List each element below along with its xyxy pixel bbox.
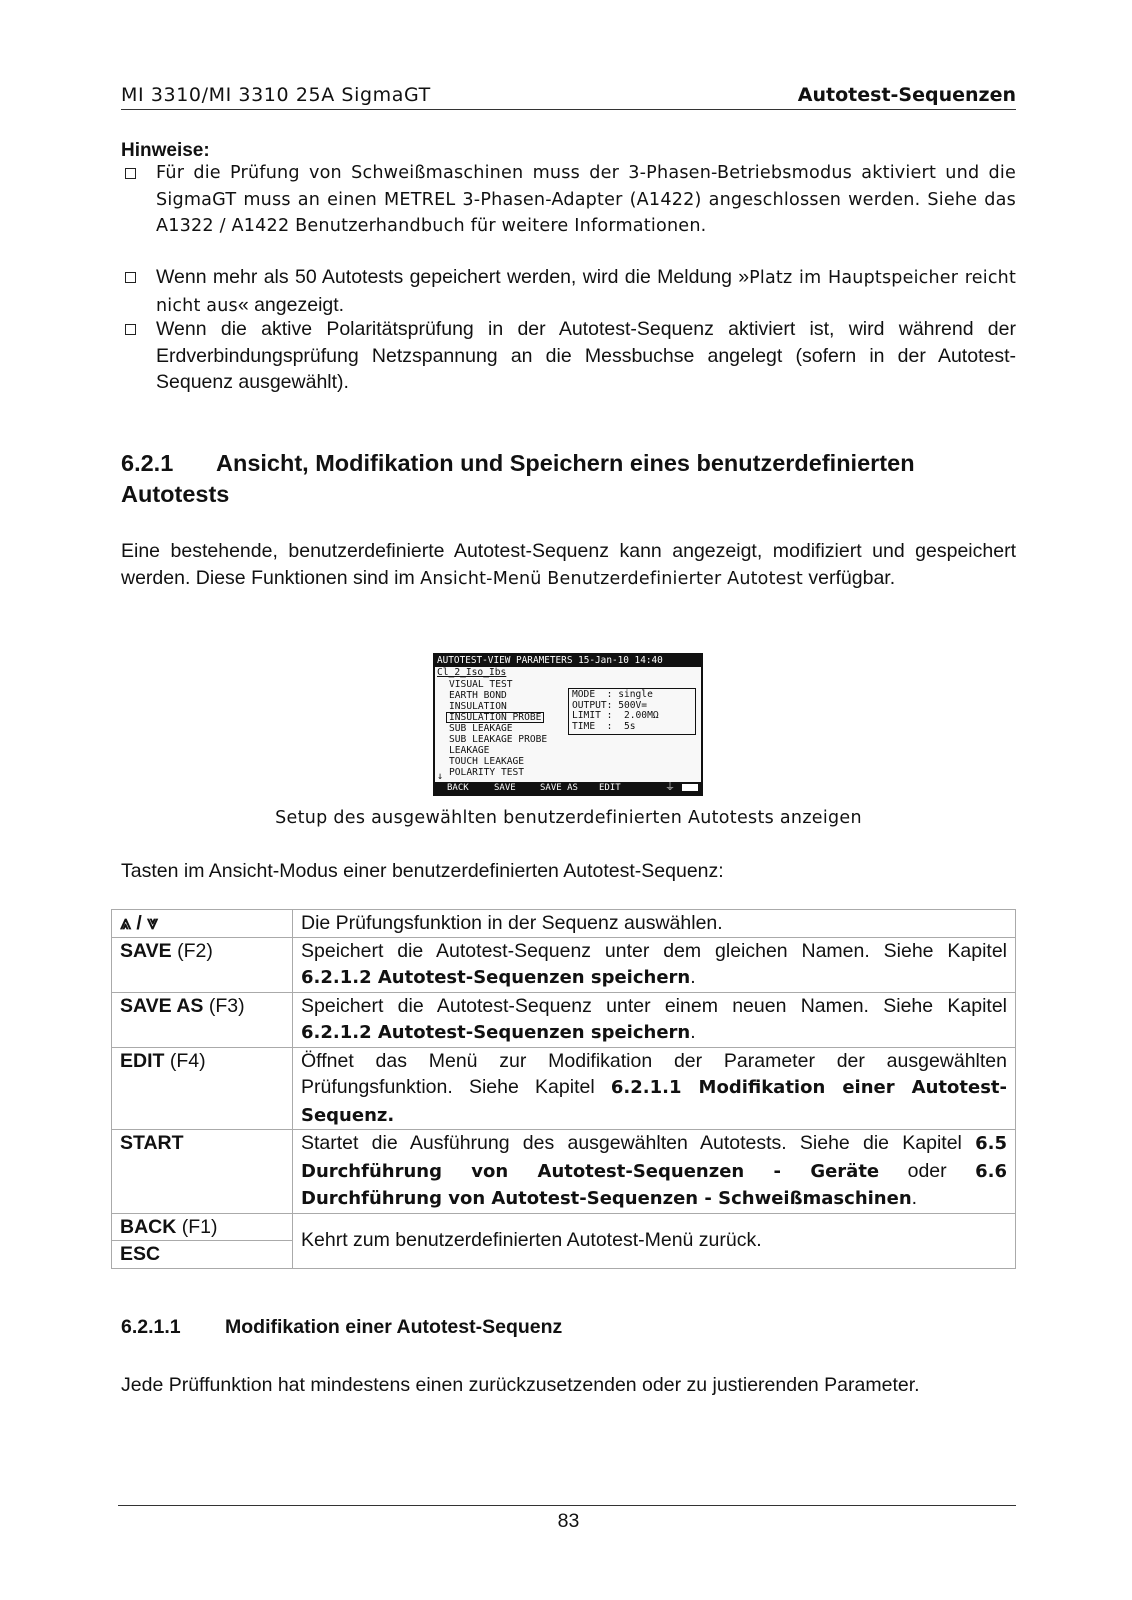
page-number: 83 <box>557 1510 580 1532</box>
table-row <box>112 910 1016 938</box>
key-description <box>293 1047 1016 1130</box>
key-description <box>293 937 1016 992</box>
key-function-number: (F1) <box>176 1215 218 1238</box>
table-row <box>112 1047 1016 1130</box>
chapter-reference: 6.2.1.2 Autotest-Sequenzen speichern <box>301 967 691 988</box>
note-text-part: Wenn mehr als 50 Autotests gepeichert werden, wird die Meldung » <box>156 266 750 288</box>
note-text: Wenn die aktive Polaritätsprüfung in der Autotest-Sequenz aktiviert ist, wird während der Erdverbindungsprüfung Netzspannung an die Messbuchse angelegt (sofern in der Autotest-Sequenz ausgewählt). <box>156 318 1016 393</box>
key-function-number: (F3) <box>203 994 245 1017</box>
chapter-reference: 6.2.1.1 Modifikation einer Autotest-Sequenz. <box>301 1077 1007 1126</box>
key-back <box>112 1213 293 1241</box>
note-text: Für die Prüfung von Schweißmaschinen muss der 3-Phasen-Betriebsmodus aktiviert und die SigmaGT muss an einen METREL 3-Phasen-Adapter (A1422) angeschlossen werden. Siehe das A1322 / A1422 Benutzerhandbuch für weitere Informationen. <box>156 163 1016 236</box>
screen-key-save-as[interactable]: SAVE AS <box>540 783 578 793</box>
chapter-reference: 6.5 Durchführung von Autotest-Sequenzen - Geräte <box>301 1133 1007 1182</box>
screen-title-bar: AUTOTEST-VIEW PARAMETERS 15-Jan-10 14:40 <box>435 655 701 667</box>
key-description: Die Prüfungsfunktion in der Sequenz auswählen. <box>293 910 1016 938</box>
key-function-number: (F4) <box>164 1049 206 1072</box>
scroll-down-arrow-icon: ↓ <box>437 771 444 782</box>
description-text: . <box>690 966 696 988</box>
key-save-as <box>112 992 293 1047</box>
screen-test-item[interactable]: VISUAL TEST <box>449 679 513 690</box>
screen-key-edit[interactable]: EDIT <box>599 783 621 793</box>
description-text: . <box>690 1021 696 1043</box>
note-text-message: Platz im Hauptspeicher reicht nicht aus <box>156 268 1017 316</box>
header-chapter-title: Autotest-Sequenzen <box>797 84 1016 106</box>
subsection-text: Jede Prüffunktion hat mindestens einen zurückzusetzenden oder zu justierenden Parameter. <box>121 1374 920 1396</box>
screen-test-item[interactable]: POLARITY TEST <box>449 767 525 778</box>
page-header <box>121 84 1016 110</box>
key-label: SAVE <box>120 939 172 962</box>
note-item <box>121 316 1016 396</box>
note-text-part: « angezeigt. <box>237 293 345 316</box>
screen-key-back[interactable]: BACK <box>447 783 469 793</box>
screen-test-item[interactable]: TOUCH LEAKAGE <box>449 756 525 767</box>
subsection-heading <box>121 1316 562 1339</box>
checkbox-bullet-icon <box>125 168 136 179</box>
description-text: Startet die Ausführung des ausgewählten Autotests. Siehe die Kapitel <box>301 1132 976 1154</box>
description-text: Speichert die Autotest-Sequenz unter einem neuen Namen. Siehe Kapitel <box>301 994 1007 1017</box>
key-esc: ESC <box>112 1241 293 1269</box>
screen-test-item[interactable]: SUB LEAKAGE <box>449 723 513 734</box>
key-function-number: (F2) <box>171 939 213 962</box>
screen-parameter-box: MODE : single OUTPUT: 500V= LIMIT : 2.00MΩ TIME : 5s <box>568 688 696 735</box>
intro-text: verfügbar. <box>803 566 896 589</box>
table-row <box>112 992 1016 1047</box>
description-text: Öffnet das Menü zur Modifikation der Parameter der ausgewählten Prüfungsfunktion. Siehe Kapitel <box>301 1049 1007 1098</box>
header-product-name: MI 3310/MI 3310 25A SigmaGT <box>121 84 431 106</box>
key-description: Kehrt zum benutzerdefinierten Autotest-Menü zurück. <box>293 1213 1016 1268</box>
screen-test-item[interactable]: INSULATION <box>449 701 507 712</box>
subsection-title: Modifikation einer Autotest-Sequenz <box>225 1316 563 1338</box>
screen-sequence-name: Cl_2_Iso_Ibs <box>437 667 507 678</box>
key-label: EDIT <box>120 1049 165 1072</box>
note-item <box>121 160 1016 240</box>
table-row <box>112 1130 1016 1214</box>
key-label: SAVE AS <box>120 994 204 1017</box>
chapter-reference: 6.6 Durchführung von Autotest-Sequenzen - Schweißmaschinen <box>301 1160 1007 1209</box>
intro-text: Eine bestehende, benutzerdefinierte Autotest-Sequenz kann angezeigt, modifiziert und gespeichert werden. Diese Funktionen sind im <box>121 540 1016 589</box>
screen-test-item[interactable]: EARTH BOND <box>449 690 507 701</box>
mains-plug-icon: ⏚ <box>665 782 675 793</box>
checkbox-bullet-icon <box>125 272 136 283</box>
key-label: BACK <box>120 1215 177 1238</box>
key-description <box>293 1130 1016 1214</box>
screen-test-item-selected[interactable]: INSULATION PROBE <box>446 712 544 723</box>
key-start: START <box>112 1130 293 1214</box>
description-text: oder <box>879 1159 976 1182</box>
screen-key-save[interactable]: SAVE <box>494 783 516 793</box>
key-up-down: ⩓ / ⩔ <box>112 910 293 938</box>
intro-menu-name: Ansicht-Menü Benutzerdefinierter Autotest <box>420 568 803 589</box>
section-number: 6.2.1 <box>121 450 174 476</box>
section-title: Ansicht, Modifikation und Speichern eines benutzerdefinierten Autotests <box>121 450 915 507</box>
chapter-reference: 6.2.1.2 Autotest-Sequenzen speichern <box>301 1022 691 1043</box>
keys-table <box>111 909 1016 1269</box>
description-text: . <box>911 1187 918 1209</box>
section-heading <box>121 448 1016 510</box>
note-item <box>121 264 1016 319</box>
screen-test-item[interactable]: SUB LEAKAGE PROBE <box>449 734 548 745</box>
key-save <box>112 937 293 992</box>
screen-test-item[interactable]: LEAKAGE <box>449 745 490 756</box>
notes-heading: Hinweise: <box>121 140 210 161</box>
table-row <box>112 937 1016 992</box>
table-row <box>112 1213 1016 1241</box>
checkbox-bullet-icon <box>125 324 136 335</box>
section-intro <box>121 538 1016 592</box>
screen-function-bar <box>435 782 701 794</box>
keys-intro: Tasten im Ansicht-Modus einer benutzerdefinierten Autotest-Sequenz: <box>121 860 724 882</box>
description-text: Speichert die Autotest-Sequenz unter dem gleichen Namen. Siehe Kapitel <box>301 939 1007 962</box>
instrument-screen <box>433 653 703 796</box>
key-description <box>293 992 1016 1047</box>
note-text <box>156 264 1016 319</box>
figure-caption: Setup des ausgewählten benutzerdefinierten Autotests anzeigen <box>275 808 862 828</box>
key-edit <box>112 1047 293 1130</box>
footer-divider <box>118 1505 1016 1506</box>
battery-icon <box>682 784 698 791</box>
subsection-number: 6.2.1.1 <box>121 1316 181 1338</box>
